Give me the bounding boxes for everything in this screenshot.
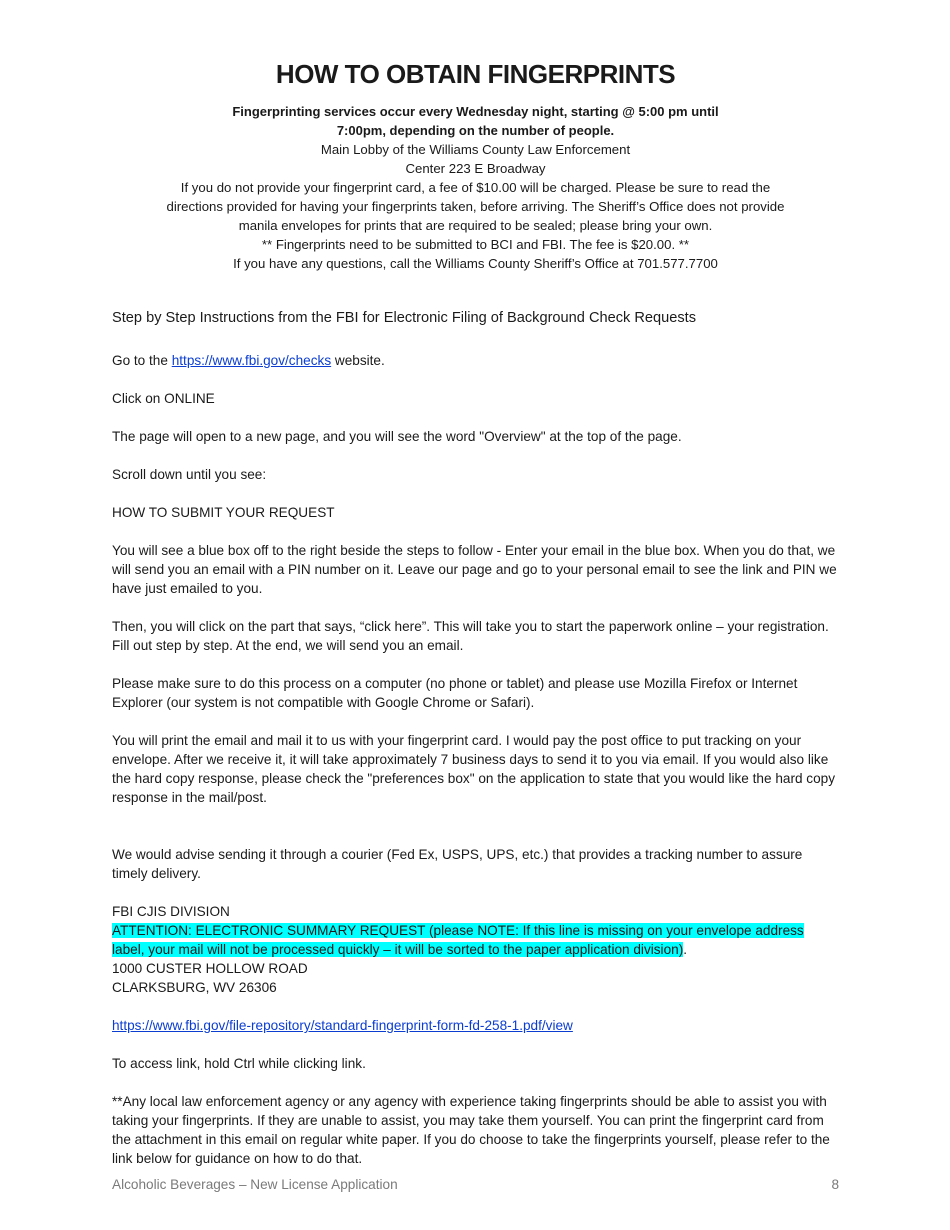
goto-prefix: Go to the: [112, 353, 172, 368]
blue-box-step: You will see a blue box off to the right beside the steps to follow - Enter your email in the blue box. When you do that, we will send you an email with a PIN number on it. Leave our page and go to your personal email to see the link and PIN we have just emailed to you.: [112, 543, 837, 596]
scroll-step: Scroll down until you see:: [112, 467, 267, 482]
ctrl-click-note: To access link, hold Ctrl while clicking link.: [112, 1056, 366, 1071]
goto-suffix: website.: [331, 353, 385, 368]
mailing-address: [112, 902, 839, 997]
click-here-step: Then, you will click on the part that says, “click here”. This will take you to start the paperwork online – your registration. Fill out step by step. At the end, we will send you an email.: [112, 619, 829, 653]
address-line-1: FBI CJIS DIVISION: [112, 904, 230, 919]
local-agency-note: **Any local law enforcement agency or any agency with experience taking fingerprints should be able to assist you with taking your fingerprints. If they are unable to assist, you may take them yourself. You can print the fingerprint card from the attachment in this email on regular white paper. If you do choose to take the fingerprints yourself, please refer to the link below for guidance on how to do that.: [112, 1094, 830, 1166]
page-title: HOW TO OBTAIN FINGERPRINTS: [275, 59, 676, 89]
address-line-4: CLARKSBURG, WV 26306: [112, 980, 277, 995]
schedule-text: Fingerprinting services occur every Wednesday night, starting @ 5:00 pm until 7:00pm, depending on the number of people.: [232, 104, 719, 138]
footer-doc-title: Alcoholic Beverages – New License Application: [112, 1177, 398, 1192]
attention-highlight: ATTENTION: ELECTRONIC SUMMARY REQUEST (please NOTE: If this line is missing on your envelope address label, your mail will not be processed quickly – it will be sorted to the paper application division): [112, 923, 804, 957]
print-mail-step: You will print the email and mail it to us with your fingerprint card. I would pay the post office to put tracking on your envelope. After we receive it, it will take approximately 7 business days to send it to you via email. If you would also like the hard copy response, please check the "preferences box" on the application to state that you would like the hard copy response in the mail/post.: [112, 733, 836, 805]
computer-note: Please make sure to do this process on a computer (no phone or tablet) and please use Mozilla Firefox or Internet Explorer (our system is not compatible with Google Chrome or Safari).: [112, 676, 798, 710]
location-line-2: Center 223 E Broadway: [405, 161, 546, 176]
body-section: [112, 308, 839, 1168]
fingerprint-form-link[interactable]: https://www.fbi.gov/file-repository/standard-fingerprint-form-fd-258-1.pdf/view: [112, 1018, 573, 1033]
fbi-checks-link[interactable]: https://www.fbi.gov/checks: [171, 353, 332, 368]
courier-advice: We would advise sending it through a courier (Fed Ex, USPS, UPS, etc.) that provides a tracking number to assure timely delivery.: [112, 847, 803, 881]
overview-step: The page will open to a new page, and you will see the word "Overview" at the top of the page.: [112, 429, 682, 444]
fee-notice: If you do not provide your fingerprint card, a fee of $10.00 will be charged. Please be sure to read the directions provided for having your fingerprints taken, before arriving. The Sheriff’s Office does not provide manila envelopes for prints that are required to be sealed; please bring your own.: [166, 180, 785, 233]
submission-fee: ** Fingerprints need to be submitted to BCI and FBI. The fee is $20.00. **: [261, 237, 690, 252]
address-line-3: 1000 CUSTER HOLLOW ROAD: [112, 961, 308, 976]
header-section: [112, 56, 839, 273]
form-link-paragraph: [112, 1016, 839, 1035]
instructions-subheading: Step by Step Instructions from the FBI for Electronic Filing of Background Check Requests: [112, 310, 697, 326]
address-attention: [112, 921, 839, 959]
contact-line: If you have any questions, call the Williams County Sheriff’s Office at 701.577.7700: [233, 256, 718, 271]
location-line-1: Main Lobby of the Williams County Law Enforcement: [320, 142, 631, 157]
goto-paragraph: [112, 351, 839, 370]
click-online-step: Click on ONLINE: [112, 391, 215, 406]
attention-end: .: [683, 942, 688, 957]
submit-request-heading: HOW TO SUBMIT YOUR REQUEST: [112, 505, 335, 520]
footer-page-number: 8: [831, 1177, 839, 1192]
